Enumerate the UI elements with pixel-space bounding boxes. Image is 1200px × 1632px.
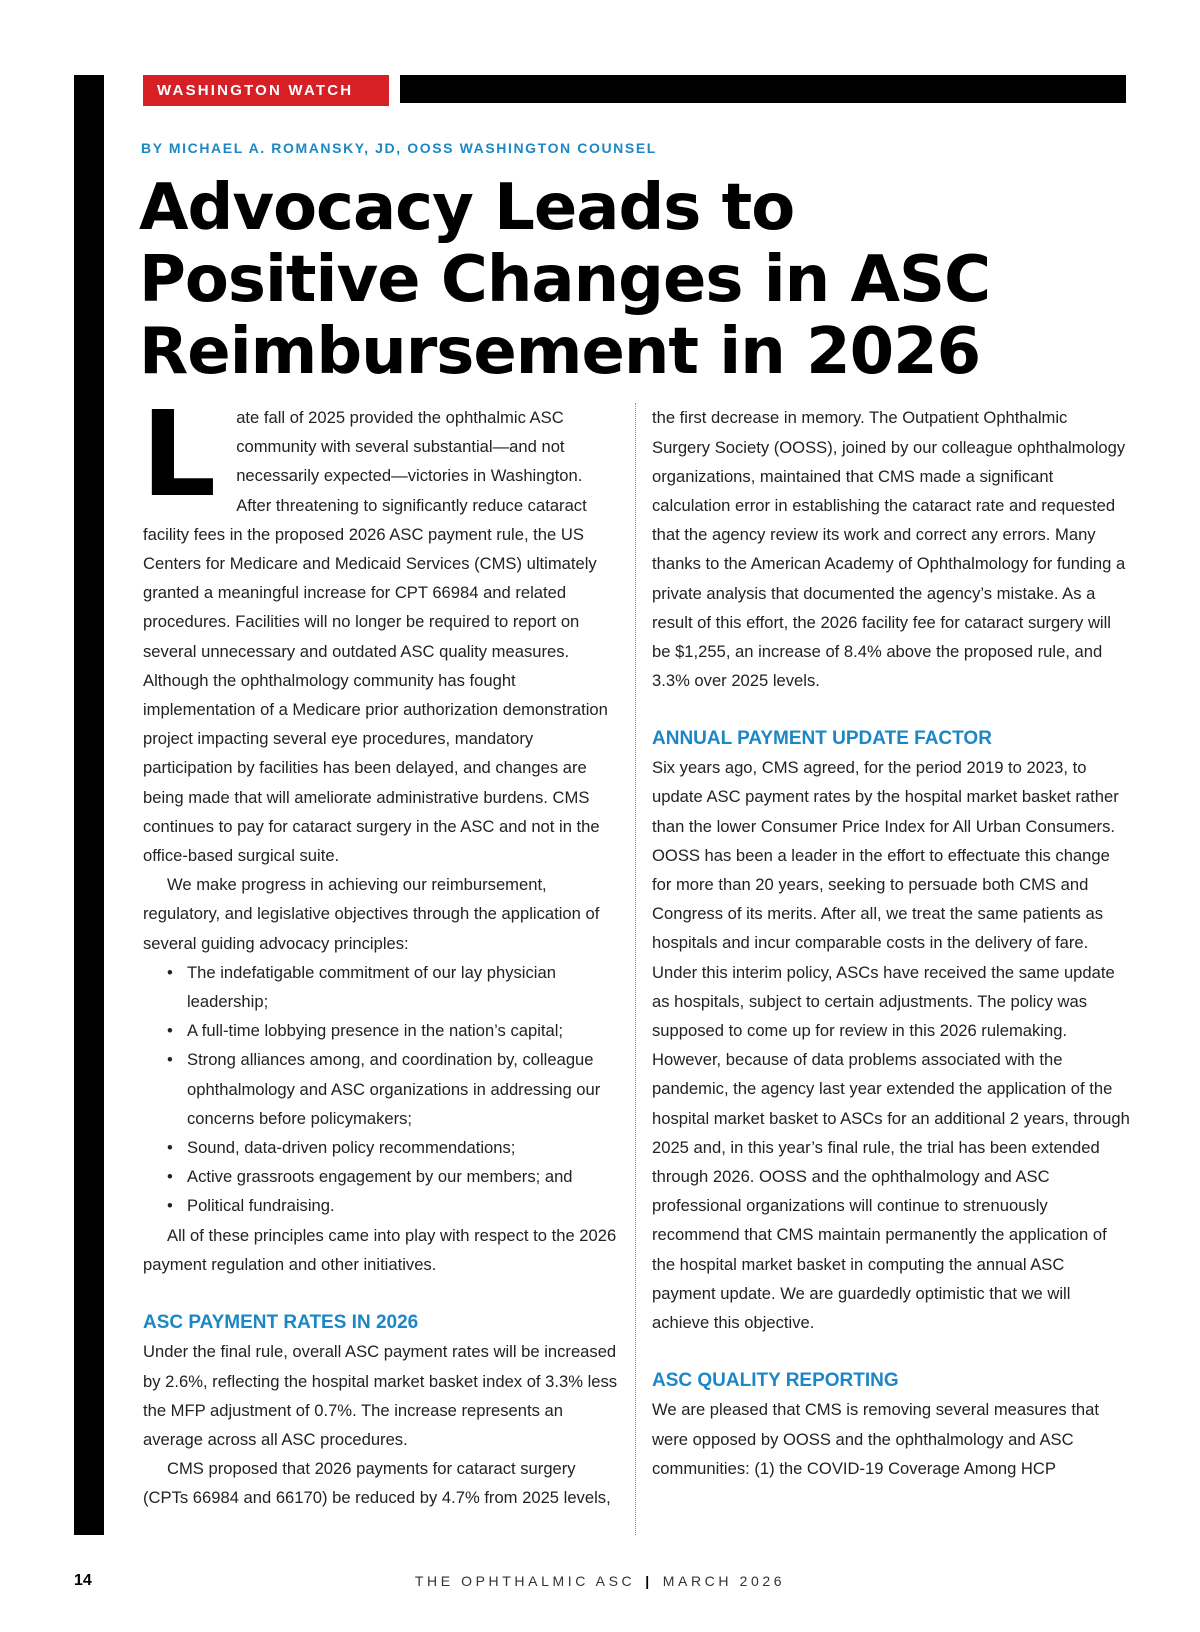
update-factor-paragraph: Six years ago, CMS agreed, for the period 2019 to 2023, to update ASC payment rates by the hospital market basket rather than the lower Consumer Price Index for All Urban Consumers. OOSS has been a leader in the effort to effectuate this change for more than 20 years, seeking to persuade both CMS and Congress of its merits. After all, we treat the same patients as hospitals and incur comparable costs in the delivery of fare. Under this interim policy, ASCs have received the same update as hospitals, subject to certain adjustments. The policy was supposed to come up for review in this 2026 rulemaking. However, because of data problems associated with the pandemic, the agency last year extended the application of the hospital market basket to ASCs for an additional 2 years, through 2025 and, in this year’s final rule, the trial has been extended through 2026. OOSS and the ophthalmology and ASC professional organizations will continue to strenuously recommend that CMS maintain permanently the application of the hospital market basket in computing the annual ASC payment update. We are guardedly optimistic that we will achieve this objective. xyxy=(652,758,1130,1333)
headline-line: Reimbursement in 2026 xyxy=(139,315,981,389)
section-heading-payment-rates: ASC PAYMENT RATES IN 2026 xyxy=(143,1312,419,1334)
headline-line: Positive Changes in ASC xyxy=(139,243,991,317)
left-accent-bar xyxy=(74,75,104,1535)
payment-rates-paragraph: Under the final rule, overall ASC payment rates will be increased by 2.6%, reflecting the hospital market basket index of 3.3% less the MFP adjustment of 0.7%. The increase represents an average across all ASC procedures. xyxy=(143,1342,618,1449)
cataract-paragraph-continued xyxy=(652,403,1130,695)
byline: BY MICHAEL A. ROMANSKY, JD, OOSS WASHINGTON COUNSEL xyxy=(141,140,657,156)
issue-date: MARCH 2026 xyxy=(662,1573,786,1589)
column-divider xyxy=(635,403,636,1535)
list-item: • Strong alliances among, and coordination by, colleague ophthalmology and ASC organizations in addressing our concerns before policymakers; xyxy=(167,1050,601,1128)
section-tag: WASHINGTON WATCH xyxy=(143,75,389,106)
section-heading-update-factor: ANNUAL PAYMENT UPDATE FACTOR xyxy=(652,728,992,749)
headline xyxy=(139,172,1119,388)
top-accent-bar xyxy=(400,75,1126,103)
principles-intro: We make progress in achieving our reimbursement, regulatory, and legislative objectives through the application of several guiding advocacy principles: xyxy=(143,875,600,953)
list-item: • Political fundraising. xyxy=(167,1196,335,1216)
cataract-text: the first decrease in memory. The Outpatient Ophthalmic Surgery Society (OOSS), joined by our colleague ophthalmology organizations, maintained that CMS made a significant calculation error in establishing the cataract rate and requested that the agency review its work and correct any errors. Many thanks to the American Academy of Ophthalmology for funding a private analysis that documented the agency’s mistake. As a result of this effort, the 2026 facility fee for cataract surgery will be $1,255, an increase of 8.4% above the proposed rule, and 3.3% over 2025 levels. xyxy=(652,408,1126,691)
intro-text: ate fall of 2025 provided the ophthalmic ASC community with several substantial—and not necessarily expected—victories in Washington. After threatening to significantly reduce cataract facility fees in the proposed 2026 ASC payment rule, the US Centers for Medicare and Medicaid Services (CMS) ultimately granted a meaningful increase for CPT 66984 and related procedures. Facilities will no longer be required to report on several unnecessary and outdated ASC quality measures. Although the ophthalmology community has fought implementation of a Medicare prior authorization demonstration project impacting several eye procedures, mandatory participation by facilities has been delayed, and changes are being made that will ameliorate administrative burdens. CMS continues to pay for cataract surgery in the ASC and not in the office-based surgical suite. xyxy=(143,408,608,866)
drop-cap: L xyxy=(141,385,217,523)
list-item: • A full-time lobbying presence in the nation’s capital; xyxy=(167,1021,564,1041)
cataract-paragraph: CMS proposed that 2026 payments for cataract surgery (CPTs 66984 and 66170) be reduced by 4.7% from 2025 levels, xyxy=(143,1459,611,1508)
article-column-left xyxy=(141,385,621,1512)
article-column-right xyxy=(652,403,1130,1483)
headline-line: Advocacy Leads to xyxy=(139,171,795,245)
section-heading-quality-reporting: ASC QUALITY REPORTING xyxy=(652,1370,899,1392)
list-item: • Active grassroots engagement by our members; and xyxy=(167,1167,573,1187)
footer-separator: | xyxy=(645,1573,653,1589)
page-number: 14 xyxy=(74,1572,92,1589)
quality-reporting-paragraph: We are pleased that CMS is removing several measures that were opposed by OOSS and the ophthalmology and ASC communities: (1) the COVID-19 Coverage Among HCP xyxy=(652,1400,1100,1478)
principles-outro: All of these principles came into play with respect to the 2026 payment regulation and other initiatives. xyxy=(143,1225,617,1274)
intro-paragraph xyxy=(141,385,621,870)
publication-name: THE OPHTHALMIC ASC xyxy=(414,1573,636,1589)
principles-list xyxy=(143,958,621,1221)
list-item: • Sound, data-driven policy recommendations; xyxy=(167,1138,516,1158)
running-footer xyxy=(0,1573,1200,1589)
list-item: • The indefatigable commitment of our lay physician leadership; xyxy=(167,962,556,1012)
